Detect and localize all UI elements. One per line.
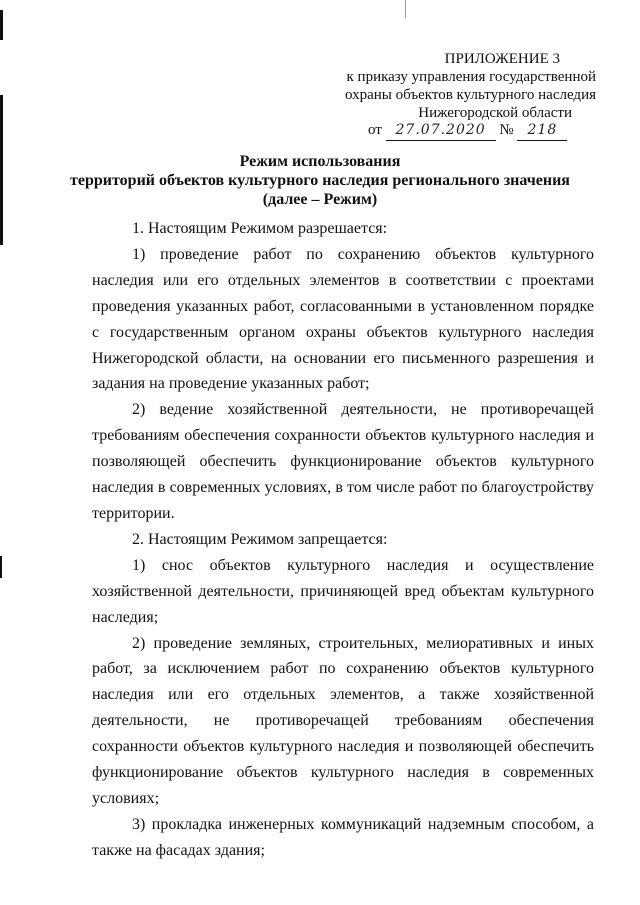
agency-line: охраны объектов культурного наследия <box>344 87 596 103</box>
scan-mark-top <box>0 10 3 40</box>
handwritten-number: 218 <box>517 120 567 141</box>
scan-mark-top-center <box>405 0 406 18</box>
paragraph-permitted-2: 2) ведение хозяйственной деятельности, не противоречащей требованиям обеспечения сохранности объектов культурного наследия и позволяющей обеспечить функционирование объектов культурного наследия в современных условиях, в том числе работ по благоустройству территории. <box>92 401 594 522</box>
paragraph-prohibited-2: 2) проведение земляных, строительных, мелиоративных и иных работ, за исключением работ по сохранению объектов культурного наследия или его отдельных элементов, а также хозяйственной деятельности, не противоречащей требованиям обеспечения сохранности объектов культурного наследия и позволяющей обеспечить функционирование объектов культурного наследия в современных условиях; <box>92 634 594 807</box>
date-prefix: от <box>368 122 382 138</box>
document-body <box>92 216 594 864</box>
scan-mark-lower <box>0 556 2 578</box>
paragraph-permitted-heading: 1. Настоящим Режимом разрешается: <box>132 220 388 237</box>
handwritten-date: 27.07.2020 <box>386 120 496 141</box>
paragraph-permitted-1: 1) проведение работ по сохранению объектов культурного наследия или его отдельных элементов в соответствии с проектами проведения указанных работ, согласованными в установленном порядке с государственным органом охраны объектов культурного наследия Нижегородской области, на основании его письменного разрешения и задания на проведение указанных работ; <box>92 245 594 393</box>
number-prefix: № <box>499 122 514 138</box>
title-line-3: (далее – Режим) <box>262 191 378 208</box>
paragraph-prohibited-heading: 2. Настоящим Режимом запрещается: <box>132 530 388 548</box>
date-number-line <box>368 120 567 141</box>
order-reference-line: к приказу управления государственной <box>346 69 596 85</box>
paragraph-prohibited-1: 1) снос объектов культурного наследия и осуществление хозяйственной деятельности, причиняющей вред объектам культурного наследия; <box>92 556 594 626</box>
region-line: Нижегородской области <box>418 105 572 121</box>
appendix-label: ПРИЛОЖЕНИЕ 3 <box>444 51 560 67</box>
title-line-1: Режим использования <box>239 153 401 170</box>
title-line-2: территорий объектов культурного наследия регионального значения <box>70 172 570 189</box>
paragraph-prohibited-3: 3) прокладка инженерных коммуникаций надземным способом, а также на фасадах здания; <box>92 815 594 859</box>
